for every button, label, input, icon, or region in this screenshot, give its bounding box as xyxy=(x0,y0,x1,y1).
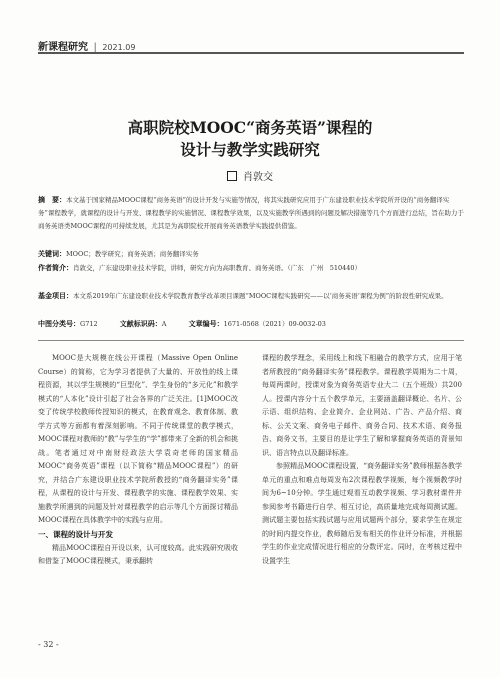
journal-name: 新课程研究 xyxy=(38,42,88,53)
paper-title-line1: 高职院校MOOC“商务英语”课程的 xyxy=(127,118,373,137)
paragraph: MOOC是大规模在线公开课程（Massive Open Online Course）的简称，它为学习者提供了大量的、开放性的线上课程资源，其以学生规模的“巨型化”、学生身份的“多元化”和教学模式的“人本化”设计引起了社会各界的广泛关注。[1]MOOC改变了传统学校教师传授知识的模式，在教育观念、教育体制、教学方式等方面都有着深刻影响。不同于传统课堂的教学模式，MOOC课程对教师的“教”与学生的“学”都带来了全新的机会和挑战。笔者通过对中南财经政法大学袁奇老师的国家精品MOOC“商务英语”课程（以下简称“精品MOOC课程”）的研究，并结合广东建设职业技术学院所教授的“商务翻译实务”课程，从课程的设计与开发、课程教学的实施、课程教学效果、实施教学所遇到的问题及针对课程教学的启示等几个方面探讨精品MOOC课程在具体教学中的实践与应用。 xyxy=(38,354,238,524)
keywords xyxy=(38,248,464,261)
article-no-value: 1671-0568（2021）09-0032-03 xyxy=(223,320,326,328)
body-column-left xyxy=(38,352,238,569)
paragraph: 参照精品MOOC课程设置，“商务翻译实务”教师根据各教学单元的重点和难点每周发布2次课程教学视频，每个视频教学时间为6~10分钟。学生通过观看互动教学视频、学习教材课件并参阅参考书籍进行自学、相互讨论，高质量地完成每周测试题。测试题主要包括实践试题与应用试题两个部分，要求学生在规定的时间内提交作业，教师随后发布相关的作业评分标准，并根据学生的作业完成情况进行相应的分数评定。同时，在考核过程中设置学生 xyxy=(262,462,462,565)
keywords-label: 关键词： xyxy=(38,250,66,258)
paper-title-line2: 设计与教学实践研究 xyxy=(180,140,320,159)
running-header xyxy=(38,38,135,53)
issue-number: 2021.09 xyxy=(102,43,136,52)
clc-value: G712 xyxy=(80,320,98,328)
page-number: - 32 - xyxy=(38,640,59,649)
body-column-right xyxy=(262,352,462,568)
header-separator: | xyxy=(93,42,97,53)
fund-project xyxy=(38,290,464,303)
author-info-label: 作者简介： xyxy=(38,264,73,272)
author-name: 肖敦交 xyxy=(243,172,273,183)
header-rule xyxy=(38,52,464,54)
author-line xyxy=(0,168,500,183)
article-no-label: 文章编号： xyxy=(188,320,224,328)
clc-label: 中图分类号： xyxy=(38,320,80,328)
paragraph: 精品MOOC课程自开设以来，认可度较高。此实践研究吸收和借鉴了MOOC课程模式，秉承翻转 xyxy=(38,543,238,565)
fund-label: 基金项目： xyxy=(38,292,73,300)
author-info xyxy=(38,262,464,275)
keywords-text: MOOC；教学研究；商务英语；商务翻译实务 xyxy=(66,250,199,258)
abstract-label: 摘 要： xyxy=(38,196,66,204)
author-box-icon xyxy=(227,171,237,181)
abstract-divider xyxy=(38,340,464,341)
section-heading: 一、课程的设计与开发 xyxy=(38,529,113,539)
fund-text: 本文系2019年广东建设职业技术学院教育教学改革项目课题“MOOC课程实践研究——以‘商务英语’课程为例”的阶段性研究成果。 xyxy=(73,292,448,300)
abstract-text: 本文基于国家精品MOOC课程“商务英语”的设计开发与实施等情况，将其实践研究应用于广东建设职业技术学院所开设的“商务翻译实务”课程教学，就课程的设计与开发、课程教学的实施情况、课程教学效果，以及实施教学所遇到的问题及解决措施等几个方面进行总结，旨在助力于商务英语类MOOC课程的可持续发展，尤其是为高职院校开展商务英语教学实践提供借鉴。 xyxy=(38,196,464,230)
paragraph: 课程的教学理念，采用线上和线下相融合的教学方式，应用于笔者所教授的“商务翻译实务”课程教学。课程教学周期为二十周，每周两课时，授课对象为商务英语专业大二（五个班级）共200人。授课内容分十五个教学单元，主要涵盖翻译概论、名片、公示语、组织结构、企业简介、企业网站、广告、产品介绍、商标、公关文案、商务电子邮件、商务合同、技术术语、商务报告、商务文书，主要目的是让学生了解和掌握商务英语的背景知识、语言特点以及翻译标准。 xyxy=(262,354,462,457)
doc-code-label: 文献标识码： xyxy=(119,320,162,328)
doc-code-value: A xyxy=(161,320,167,328)
classification-line xyxy=(38,318,464,331)
author-info-text: 肖敦交，广东建设职业技术学院，讲师，研究方向为高职教育、商务英语。（广东 广州 510440） xyxy=(73,264,362,272)
abstract xyxy=(38,194,464,233)
